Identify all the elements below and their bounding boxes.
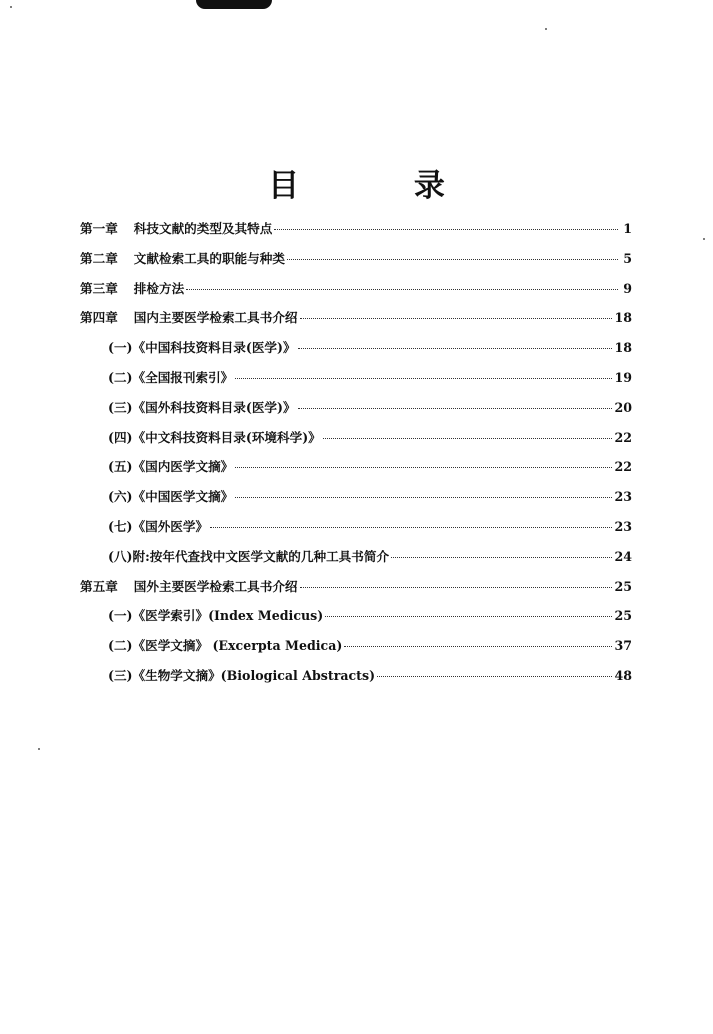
toc-leader-dots — [377, 676, 612, 677]
toc-page-number: 25 — [614, 578, 632, 594]
toc-chapter-number: 第二章 — [80, 250, 118, 266]
toc-entry-title: 文献检索工具的职能与种类 — [133, 250, 285, 266]
toc-leader-dots — [274, 229, 618, 230]
toc-entry-title: (八)附:按年代查找中文医学文献的几种工具书简介 — [108, 548, 390, 564]
toc-leader-dots — [287, 259, 618, 260]
toc-entry[interactable] — [80, 546, 632, 576]
toc-page-number: 22 — [614, 429, 632, 445]
toc-page-number: 22 — [614, 459, 632, 475]
toc-entry[interactable] — [80, 665, 632, 695]
toc-chapter-number: 第五章 — [80, 578, 118, 594]
toc-entry[interactable] — [80, 337, 632, 367]
toc-leader-dots — [323, 438, 613, 439]
toc-entry[interactable] — [80, 456, 632, 486]
toc-entry[interactable] — [80, 397, 632, 427]
toc-entry[interactable] — [80, 248, 632, 278]
toc-page-number: 23 — [614, 518, 632, 534]
toc-entry[interactable] — [80, 367, 632, 397]
toc-entry[interactable] — [80, 427, 632, 457]
toc-chapter-number: 第四章 — [80, 310, 118, 326]
toc-page-number: 9 — [623, 280, 632, 296]
toc-entry-title: (六)《中国医学文摘》 — [108, 489, 234, 505]
toc-entry[interactable] — [80, 605, 632, 635]
toc-entry-title: (五)《国内医学文摘》 — [108, 459, 234, 475]
toc-leader-dots — [298, 348, 613, 349]
toc-entry-title: (二)《全国报刊索引》 — [108, 369, 234, 385]
toc-leader-dots — [210, 527, 612, 528]
toc-leader-dots — [391, 557, 612, 558]
toc-leader-dots — [235, 378, 612, 379]
page-title: 目 录 — [268, 168, 497, 204]
toc-page-number: 19 — [614, 369, 632, 385]
toc-entry[interactable] — [80, 218, 632, 248]
toc-leader-dots — [300, 318, 613, 319]
toc-entry[interactable] — [80, 516, 632, 546]
toc-entry-title: 排检方法 — [133, 280, 185, 296]
toc-entry-title: (三)《国外科技资料目录(医学)》 — [108, 399, 296, 415]
toc-leader-dots — [300, 587, 613, 588]
toc-page-number: 23 — [614, 489, 632, 505]
toc-page-number: 1 — [623, 221, 632, 236]
toc-chapter-number: 第三章 — [80, 280, 118, 296]
toc-leader-dots — [235, 467, 612, 468]
toc-entry-title: (一)《医学索引》(Index Medicus) — [108, 608, 324, 624]
toc-leader-dots — [325, 616, 612, 617]
toc-entry[interactable] — [80, 486, 632, 516]
scan-smudge — [196, 0, 272, 9]
toc-page-number: 25 — [614, 608, 632, 624]
toc-entry[interactable] — [80, 278, 632, 308]
toc-entry-title: (三)《生物学文摘》(Biological Abstracts) — [108, 667, 376, 683]
scan-speck — [10, 6, 12, 8]
toc-page-number: 18 — [614, 340, 632, 356]
toc-page-number: 48 — [614, 667, 632, 683]
toc-page-number: 18 — [614, 310, 632, 326]
toc-leader-dots — [235, 497, 612, 498]
toc-entry-title: (二)《医学文摘》 (Excerpta Medica) — [108, 638, 343, 654]
toc-entry-title: 国外主要医学检索工具书介绍 — [133, 578, 298, 594]
toc-page-number: 37 — [614, 638, 632, 654]
toc-entry[interactable] — [80, 307, 632, 337]
scan-speck — [38, 748, 40, 750]
toc-entry-title: (一)《中国科技资料目录(医学)》 — [108, 340, 296, 356]
toc-leader-dots — [344, 646, 612, 647]
scan-speck — [703, 238, 705, 240]
scan-speck — [545, 28, 547, 30]
toc-entry[interactable] — [80, 576, 632, 606]
toc-entry-title: (四)《中文科技资料目录(环境科学)》 — [108, 429, 321, 445]
toc-chapter-number: 第一章 — [80, 221, 118, 236]
toc-leader-dots — [186, 289, 618, 290]
toc-entry-title: 科技文献的类型及其特点 — [133, 221, 273, 236]
toc-page-number: 20 — [614, 399, 632, 415]
toc-page-number: 5 — [623, 250, 632, 266]
table-of-contents — [80, 218, 632, 695]
toc-entry-title: 国内主要医学检索工具书介绍 — [133, 310, 298, 326]
toc-page-number: 24 — [614, 548, 632, 564]
toc-leader-dots — [298, 408, 613, 409]
toc-entry[interactable] — [80, 635, 632, 665]
toc-entry-title: (七)《国外医学》 — [108, 518, 209, 534]
